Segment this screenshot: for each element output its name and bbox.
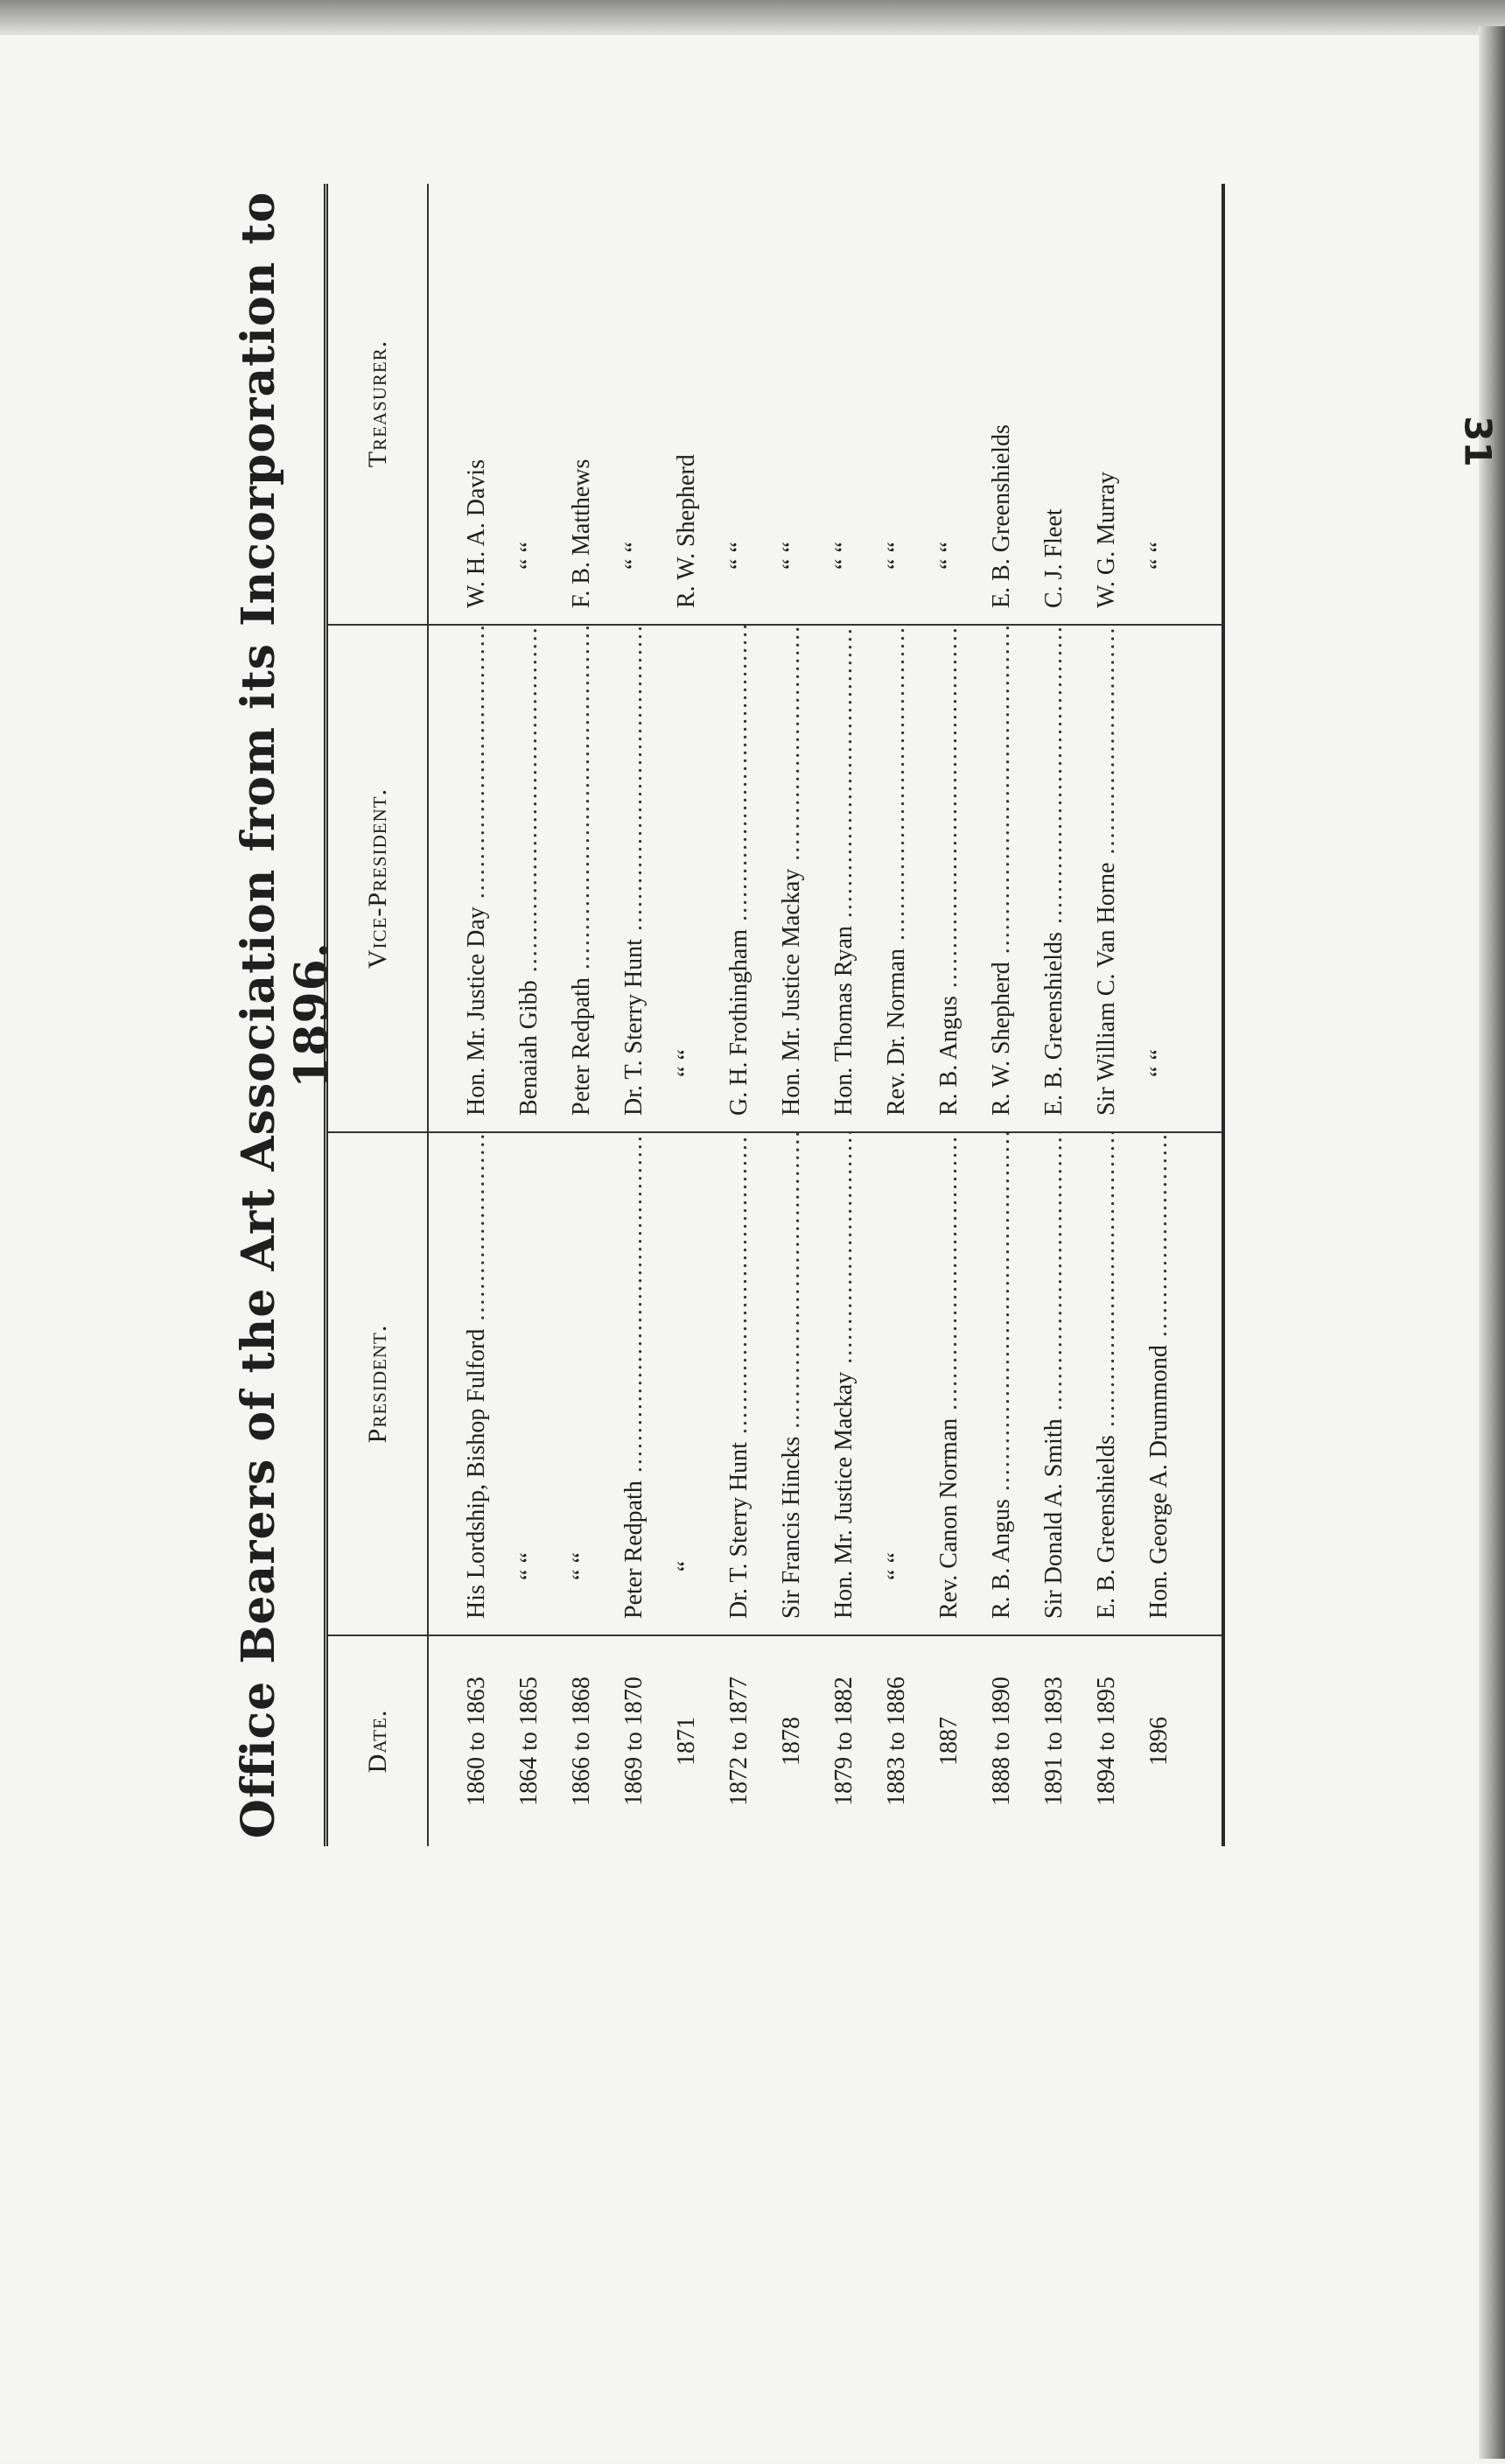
cell-text: Hon. Thomas Ryan ..... [830, 626, 858, 1116]
date-cell [608, 1636, 661, 1846]
cell-text: W. H. A. Davis [463, 458, 490, 608]
cell-text: 1866 to 1868 [568, 1676, 595, 1806]
cell-text: Peter Redpath ..... [568, 626, 595, 1116]
president-column [328, 1133, 1222, 1636]
vice-president-cell [766, 626, 818, 1131]
cell-text: 1871 [673, 1717, 700, 1766]
treasurer-cell [766, 184, 818, 624]
treasurer-cell [1081, 184, 1133, 624]
date-cell [818, 1636, 871, 1846]
president-cell [871, 1133, 923, 1634]
vice-president-column [328, 626, 1222, 1133]
page-edge [1479, 26, 1505, 2459]
vice-president-cell [818, 626, 871, 1131]
president-cell [818, 1133, 871, 1634]
treasurer-cell [661, 184, 713, 624]
date-cell [503, 1636, 556, 1846]
cell-text: C. J. Fleet [1040, 508, 1068, 608]
president-cell [713, 1133, 766, 1634]
cell-text: “ “ [673, 1049, 700, 1077]
cell-text: 1894 to 1895 [1093, 1676, 1120, 1806]
cell-text: 1869 to 1870 [620, 1676, 648, 1806]
president-cell [923, 1133, 976, 1634]
vice-president-cell [976, 626, 1028, 1131]
president-cell [1028, 1133, 1081, 1634]
cell-text: Peter Redpath ..... [620, 1133, 648, 1619]
cell-text: Hon. George A. Drummond ..... [1145, 1133, 1172, 1619]
cell-text: Sir William C. Van Horne ..... [1093, 626, 1120, 1116]
cell-text: R. W. Shepherd [673, 454, 700, 608]
date-cell [871, 1636, 923, 1846]
cell-text: Sir Donald A. Smith ..... [1040, 1133, 1068, 1619]
cell-text: “ “ [515, 542, 542, 570]
table-title: Office Bearers of the Art Association from its Incorporation to 1896. [232, 191, 339, 1839]
cell-text: 1879 to 1882 [830, 1676, 858, 1806]
treasurer-cell [608, 184, 661, 624]
cell-text: “ [673, 1560, 700, 1572]
treasurer-header: Treasurer. [328, 184, 429, 624]
cell-text: “ “ [883, 1552, 910, 1580]
vice-president-cell [451, 626, 503, 1131]
president-cell [766, 1133, 818, 1634]
cell-text: 1883 to 1886 [883, 1676, 910, 1806]
vice-president-cell [1028, 626, 1081, 1131]
date-header: Date. [328, 1636, 429, 1846]
cell-text: “ “ [883, 542, 910, 570]
treasurer-cell [871, 184, 923, 624]
page-number: 31 [1456, 416, 1500, 467]
vice-president-header: Vice-President. [328, 626, 429, 1131]
cell-text: 1860 to 1863 [463, 1676, 490, 1806]
treasurer-cell [556, 184, 608, 624]
cell-text: “ “ [725, 542, 752, 570]
cell-text: Dr. T. Sterry Hunt ..... [620, 626, 648, 1116]
president-rows [451, 1133, 1186, 1634]
cell-text: Rev. Canon Norman ..... [935, 1133, 962, 1619]
date-cell [1028, 1636, 1081, 1846]
president-cell [451, 1133, 503, 1634]
treasurer-rows [451, 184, 1186, 624]
date-cell [766, 1636, 818, 1846]
date-cell [976, 1636, 1028, 1846]
date-cell [661, 1636, 713, 1846]
cell-text: E. B. Greenshields ..... [1040, 626, 1068, 1116]
date-cell [923, 1636, 976, 1846]
president-cell [661, 1133, 713, 1634]
cell-text: 1872 to 1877 [725, 1676, 752, 1806]
cell-text: “ “ [568, 1552, 595, 1580]
cell-text: “ “ [830, 542, 858, 570]
treasurer-cell [923, 184, 976, 624]
cell-text: W. G. Murray [1093, 471, 1120, 608]
cell-text: G. H. Frothingham ..... [725, 626, 752, 1116]
date-cell [1081, 1636, 1133, 1846]
cell-text: 1887 [935, 1717, 962, 1766]
vice-president-cell [1133, 626, 1186, 1131]
cell-text: “ “ [620, 542, 648, 570]
cell-text: Hon. Mr. Justice Day ..... [463, 626, 490, 1116]
date-cell [556, 1636, 608, 1846]
cell-text: “ “ [1145, 542, 1172, 570]
cell-text: “ “ [515, 1552, 542, 1580]
cell-text: 1896 [1145, 1717, 1172, 1766]
cell-text: 1878 [778, 1717, 805, 1766]
cell-text: R. B. Angus ..... [988, 1133, 1015, 1619]
vice-president-cell [503, 626, 556, 1131]
date-cell [451, 1636, 503, 1846]
vice-president-cell [661, 626, 713, 1131]
cell-text: R. W. Shepherd ..... [988, 626, 1015, 1116]
president-cell [503, 1133, 556, 1634]
cell-text: “ “ [935, 542, 962, 570]
cell-text: Sir Francis Hincks ..... [778, 1133, 805, 1619]
president-cell [1133, 1133, 1186, 1634]
cell-text: Benaiah Gibb ..... [515, 626, 542, 1116]
president-cell [1081, 1133, 1133, 1634]
cell-text: Hon. Mr. Justice Mackay ..... [778, 626, 805, 1116]
treasurer-column [328, 184, 1222, 626]
treasurer-cell [451, 184, 503, 624]
cell-text: Rev. Dr. Norman ..... [883, 626, 910, 1116]
vice-president-cell [1081, 626, 1133, 1131]
office-bearers-table [324, 184, 1225, 1846]
president-cell [976, 1133, 1028, 1634]
president-header: President. [328, 1133, 429, 1634]
cell-text: 1888 to 1890 [988, 1676, 1015, 1806]
cell-text: R. B. Angus ..... [935, 626, 962, 1116]
vice-president-cell [608, 626, 661, 1131]
cell-text: F. B. Matthews [568, 458, 595, 608]
cell-text: E. B. Greenshields [988, 424, 1015, 608]
treasurer-cell [503, 184, 556, 624]
cell-text: 1891 to 1893 [1040, 1676, 1068, 1806]
cell-text: “ “ [778, 542, 805, 570]
cell-text: His Lordship, Bishop Fulford ..... [463, 1133, 490, 1619]
date-rows [451, 1636, 1186, 1846]
vice-president-rows [451, 626, 1186, 1131]
date-column [328, 1636, 1222, 1846]
treasurer-cell [1028, 184, 1081, 624]
vice-president-cell [556, 626, 608, 1131]
treasurer-cell [976, 184, 1028, 624]
vice-president-cell [871, 626, 923, 1131]
treasurer-cell [818, 184, 871, 624]
date-cell [1133, 1636, 1186, 1846]
cell-text: “ “ [1145, 1049, 1172, 1077]
cell-text: Dr. T. Sterry Hunt ..... [725, 1133, 752, 1619]
vice-president-cell [923, 626, 976, 1131]
cell-text: E. B. Greenshields ..... [1093, 1133, 1120, 1619]
treasurer-cell [713, 184, 766, 624]
vice-president-cell [713, 626, 766, 1131]
treasurer-cell [1133, 184, 1186, 624]
rotated-sheet [232, 184, 1369, 1846]
president-cell [556, 1133, 608, 1634]
date-cell [713, 1636, 766, 1846]
president-cell [608, 1133, 661, 1634]
cell-text: 1864 to 1865 [515, 1676, 542, 1806]
cell-text: Hon. Mr. Justice Mackay ..... [830, 1133, 858, 1619]
